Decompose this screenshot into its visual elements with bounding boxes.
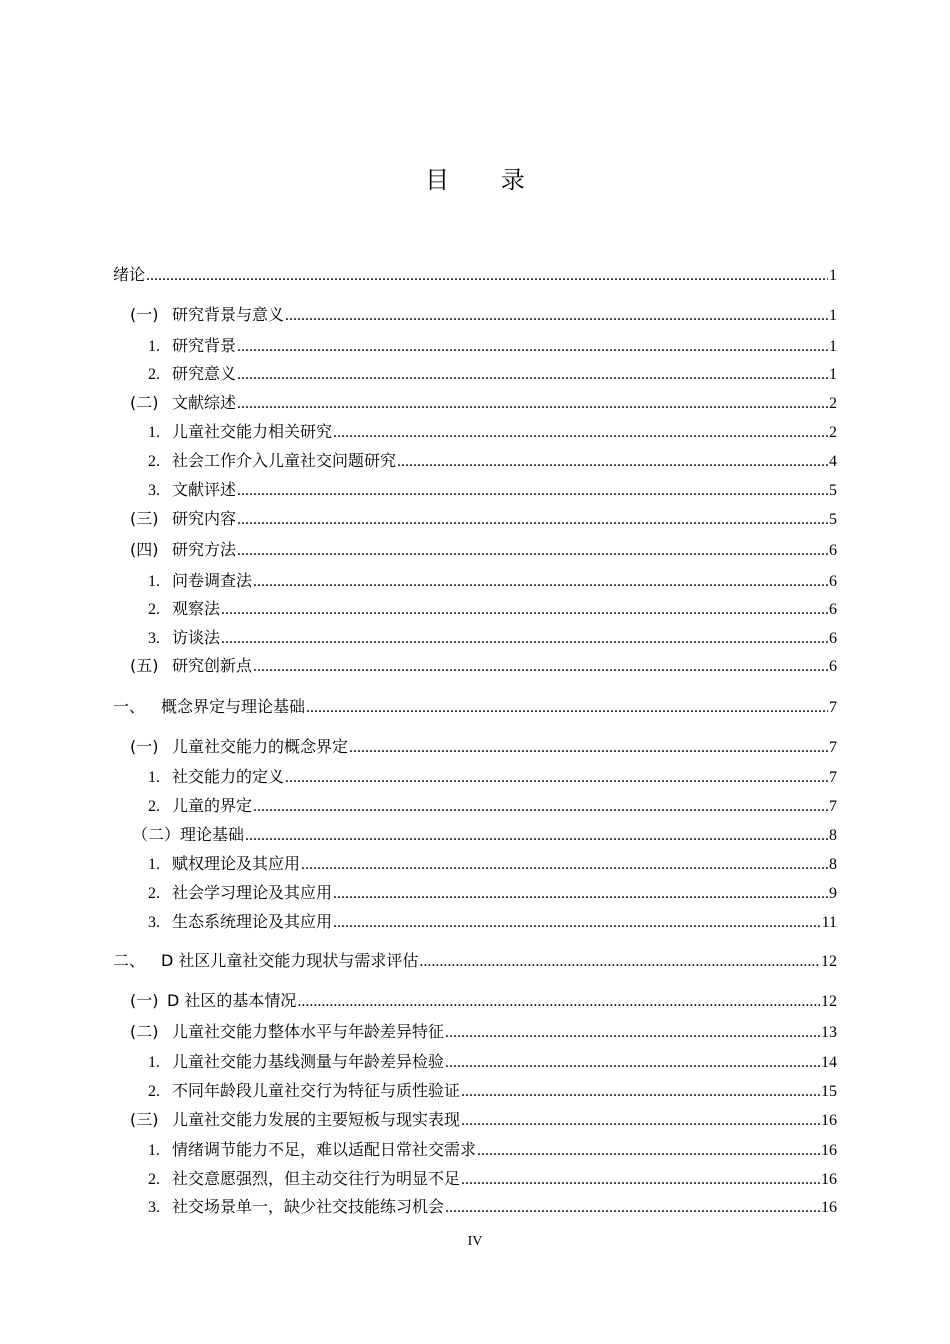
toc-page-number: 5 [829,511,837,528]
toc-entry-subsection[interactable] [148,1138,837,1162]
toc-leader-dots [306,696,828,720]
toc-entry-text: 赋权理论及其应用 [172,854,301,873]
toc-entry-text: 儿童社交能力整体水平与年龄差异特征 [172,1022,445,1041]
toc-entry-text: 儿童社交能力基线测量与年龄差异检验 [172,1052,445,1071]
toc-page-number: 2 [829,395,837,412]
toc-entry-text: 社交能力的定义 [172,767,285,786]
toc-entry-subsection[interactable] [148,1050,837,1074]
toc-leader-dots [253,570,828,594]
toc-entry-chapter[interactable] [113,949,837,973]
toc-entry-section[interactable] [130,538,837,562]
toc-page-number: 6 [829,630,837,647]
toc-leader-dots [237,539,828,563]
toc-leader-dots [237,363,828,387]
toc-entry-text: 文献综述 [172,393,237,412]
toc-page-number: 16 [821,1199,837,1216]
toc-entry-subsection[interactable] [148,334,837,358]
toc-entry-subsection[interactable] [148,597,837,621]
toc-page-number: 8 [829,856,837,873]
toc-page-number: 13 [821,1024,837,1041]
toc-page-number: 2 [829,424,837,441]
toc-entry-chapter[interactable] [113,263,837,287]
toc-entry-subsection[interactable] [148,626,837,650]
toc-page-number: 5 [829,482,837,499]
toc-page-number: 6 [829,601,837,618]
toc-entry-text: 社会学习理论及其应用 [172,883,333,902]
toc-page-number: 7 [829,699,837,716]
toc-entry-number: 3. [148,630,160,647]
toc-entry-subsection[interactable] [148,420,837,444]
toc-page-number: 12 [821,993,837,1010]
toc-entry-number: 一、 [113,697,146,716]
toc-entry-text: 研究背景与意义 [172,305,285,324]
toc-entry-text: 访谈法 [172,628,221,647]
toc-entry-text: 研究意义 [172,364,237,383]
toc-entry-number: 1. [148,338,160,355]
toc-entry-section[interactable] [130,1020,837,1044]
toc-leader-dots [397,450,828,474]
toc-leader-dots [221,598,828,622]
toc-entry-text: 问卷调查法 [172,571,253,590]
toc-entry-number: 1. [148,1142,160,1159]
toc-entry-subsection[interactable] [148,910,837,934]
toc-entry-text: D 社区的基本情况 [167,991,297,1010]
toc-page-number: 11 [821,914,837,931]
toc-entry-text: 社交场景单一，缺少社交技能练习机会 [172,1197,445,1216]
toc-page-number: 6 [829,658,837,675]
toc-entry-text: 情绪调节能力不足，难以适配日常社交需求 [172,1140,477,1159]
toc-entry-number: (四) [130,540,159,559]
toc-entry-subsection[interactable] [148,1167,837,1191]
toc-leader-dots [477,1139,820,1163]
toc-entry-text: D 社区儿童社交能力现状与需求评估 [161,951,419,970]
toc-entry-subsection[interactable] [148,362,837,386]
toc-leader-dots [237,508,828,532]
toc-leader-dots [253,795,828,819]
toc-entry-number: 1. [148,769,160,786]
toc-leader-dots [285,766,828,790]
page-number: IV [467,1234,483,1249]
toc-page-number: 16 [821,1171,837,1188]
toc-entry-section[interactable] [130,391,837,415]
toc-entry-number: 1. [148,1054,160,1071]
toc-page-number: 1 [829,267,837,284]
toc-entry-number: (三) [130,509,159,528]
toc-entry-number: (一) [130,991,159,1010]
toc-entry-number: (二) [130,393,159,412]
toc-leader-dots [237,479,828,503]
toc-entry-text: 儿童社交能力相关研究 [172,422,333,441]
toc-entry-number: 3. [148,1199,160,1216]
toc-entry-subsection[interactable] [148,794,837,818]
toc-leader-dots [461,1080,820,1104]
toc-leader-dots [461,1109,820,1133]
page-title: 目 录 [425,166,547,194]
toc-leader-dots [245,824,828,848]
toc-entry-text: 研究内容 [172,509,237,528]
toc-entry-text: 研究背景 [172,336,237,355]
toc-leader-dots [333,421,828,445]
toc-entry-subsection[interactable] [148,1195,837,1219]
toc-leader-dots [333,882,828,906]
toc-entry-number: 2. [148,366,160,383]
toc-entry-number: 2. [148,798,160,815]
toc-page-number: 7 [829,739,837,756]
toc-leader-dots [445,1021,820,1045]
toc-entry-subsection[interactable] [148,569,837,593]
toc-page-number: 16 [821,1142,837,1159]
toc-entry-number: (三) [130,1110,159,1129]
toc-entry-number: 2. [148,1083,160,1100]
toc-entry-number: 2. [148,885,160,902]
toc-leader-dots [419,950,820,974]
toc-entry-number: 1. [148,424,160,441]
toc-entry-subsection[interactable] [148,478,837,502]
toc-entry-number: 2. [148,601,160,618]
toc-page-number: 16 [821,1112,837,1129]
toc-entry-text: 研究方法 [172,540,237,559]
toc-leader-dots [297,990,820,1014]
toc-entry-number: (二) [130,1022,159,1041]
toc-leader-dots [237,392,828,416]
toc-entry-number: 1. [148,856,160,873]
toc-page-number: 4 [829,453,837,470]
toc-leader-dots [237,335,828,359]
toc-entry-number: (一) [130,737,159,756]
toc-entry-number: (一) [130,305,159,324]
toc-entry-number: (五) [130,656,159,675]
toc-leader-dots [285,304,828,328]
toc-page-number: 6 [829,573,837,590]
toc-entry-number: 1. [148,573,160,590]
toc-entry-subsection[interactable] [148,1079,837,1103]
toc-leader-dots [253,655,828,679]
toc-entry-text: 研究创新点 [172,656,253,675]
toc-entry-number: 二、 [113,951,146,970]
toc-leader-dots [445,1051,820,1075]
toc-entry-text: 绪论 [113,265,146,284]
toc-entry-section[interactable] [130,989,837,1013]
toc-entry-section[interactable] [130,507,837,531]
toc-entry-number: 3. [148,482,160,499]
toc-entry-subsection[interactable] [148,881,837,905]
toc-page-number: 9 [829,885,837,902]
toc-entry-subsection[interactable] [148,852,837,876]
toc-entry-text: 不同年龄段儿童社交行为特征与质性验证 [172,1081,461,1100]
toc-page-number: 1 [829,366,837,383]
toc-entry-text: 文献评述 [172,480,237,499]
toc-entry-number: 3. [148,914,160,931]
toc-leader-dots [146,264,828,288]
toc-entry-section[interactable] [130,654,837,678]
toc-page-number: 15 [821,1083,837,1100]
toc-entry-text: 概念界定与理论基础 [161,697,306,716]
toc-entry-section[interactable] [130,303,837,327]
toc-entry-subsection[interactable] [148,765,837,789]
toc-page-number: 7 [829,769,837,786]
toc-page-number: 14 [821,1054,837,1071]
toc-page-number: 8 [829,827,837,844]
toc-entry-text: 观察法 [172,599,221,618]
toc-entry-number: 2. [148,1171,160,1188]
toc-leader-dots [461,1168,820,1192]
toc-entry-text: 生态系统理论及其应用 [172,912,333,931]
toc-page-number: 7 [829,798,837,815]
toc-entry-section[interactable] [130,1108,837,1132]
toc-leader-dots [445,1196,820,1220]
toc-entry-text: 儿童社交能力的概念界定 [172,737,349,756]
toc-page-number: 6 [829,542,837,559]
toc-entry-text: （二）理论基础 [132,825,245,844]
toc-entry-section[interactable] [130,735,837,759]
toc-page-number: 12 [821,953,837,970]
toc-entry-text: 社会工作介入儿童社交问题研究 [172,451,397,470]
toc-entry-text: 社交意愿强烈，但主动交往行为明显不足 [172,1169,461,1188]
toc-entry-chapter[interactable] [113,695,837,719]
toc-page-number: 1 [829,338,837,355]
toc-entry-number: 2. [148,453,160,470]
toc-page-number: 1 [829,307,837,324]
toc-entry-subsection[interactable] [148,449,837,473]
toc-leader-dots [221,627,828,651]
toc-entry-section[interactable] [132,823,837,847]
toc-entry-text: 儿童的界定 [172,796,253,815]
toc-leader-dots [333,911,821,935]
toc-leader-dots [349,736,828,760]
toc-entry-text: 儿童社交能力发展的主要短板与现实表现 [172,1110,461,1129]
toc-leader-dots [301,853,828,877]
